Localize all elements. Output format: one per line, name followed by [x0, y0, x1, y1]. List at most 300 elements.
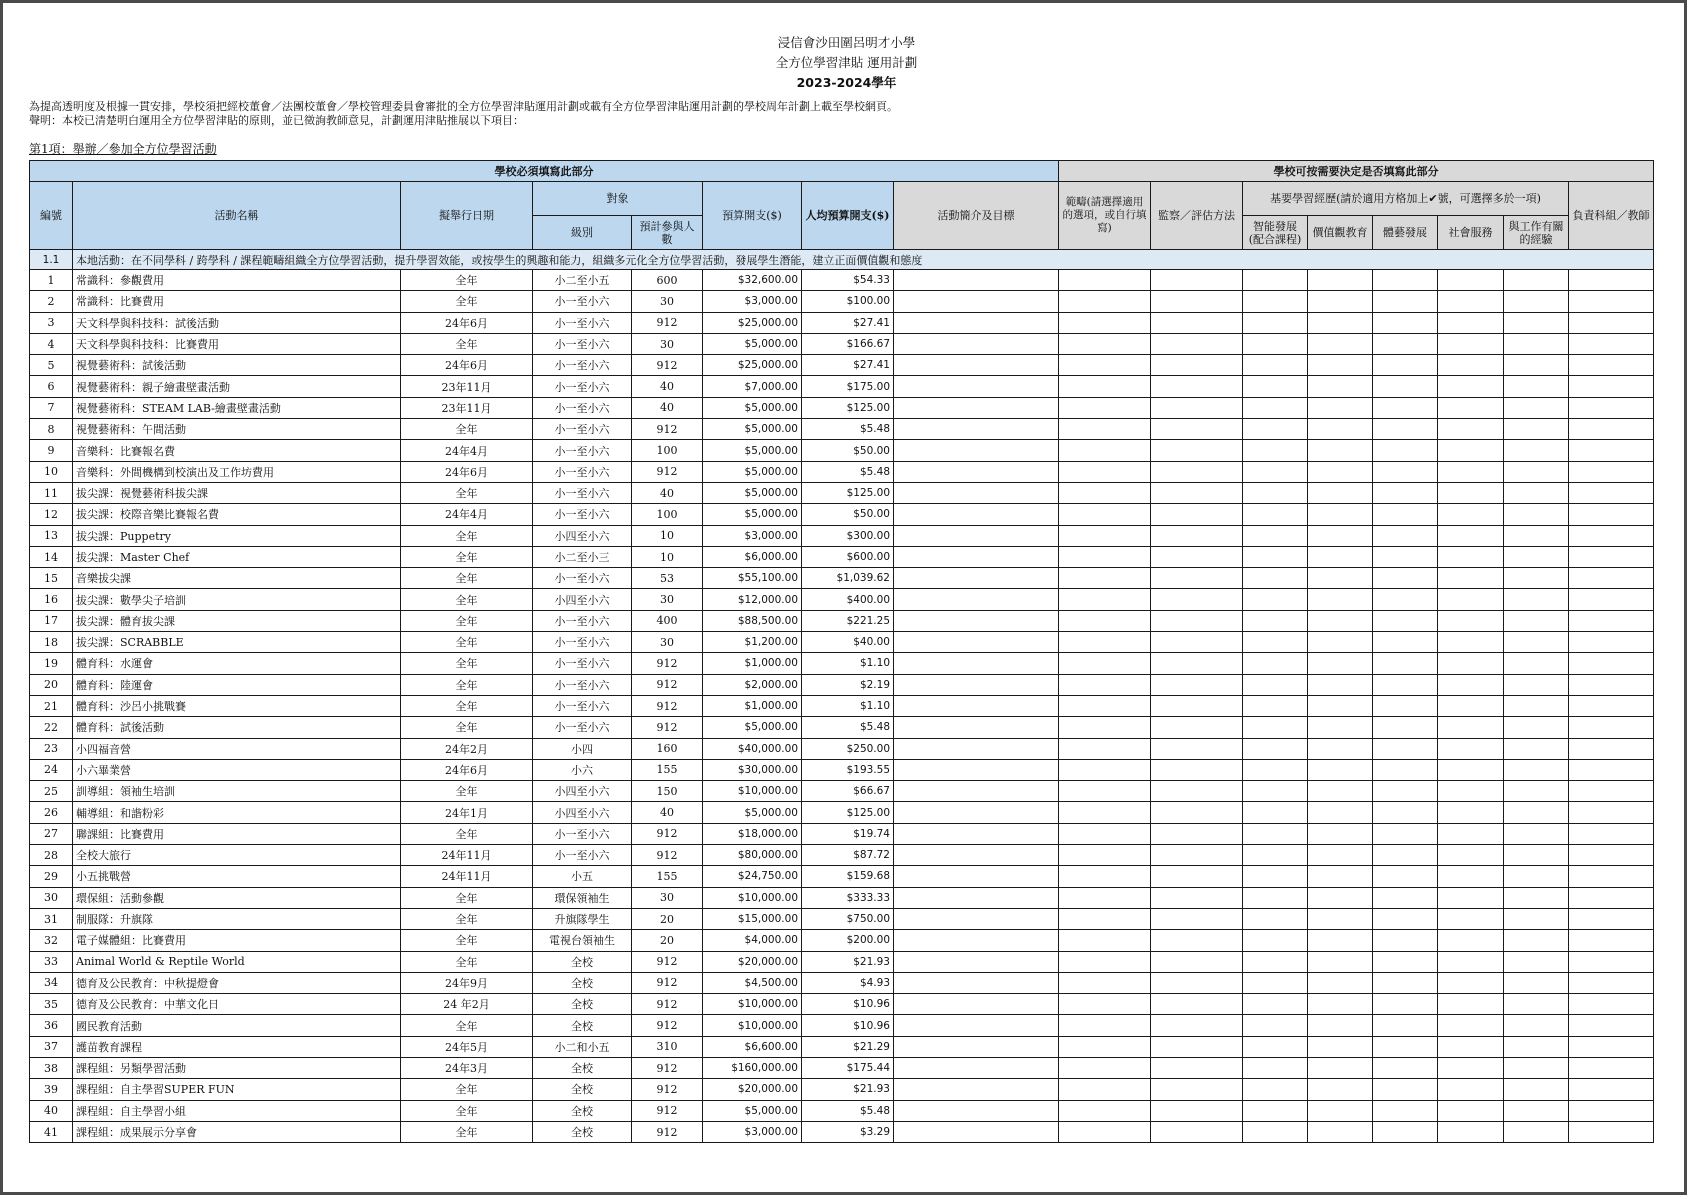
participant-count: 912 — [632, 717, 703, 738]
teacher-cell — [1569, 994, 1654, 1015]
exp-aesthetic-cell — [1373, 482, 1438, 503]
participant-count: 912 — [632, 674, 703, 695]
exp-community-cell — [1438, 568, 1504, 589]
exp-community-cell — [1438, 802, 1504, 823]
table-row — [30, 930, 1654, 951]
intro-cell — [894, 1057, 1059, 1078]
exp-intellectual-cell — [1243, 482, 1308, 503]
target-level: 小一至小六 — [533, 653, 632, 674]
row-no: 36 — [30, 1015, 73, 1036]
table-row — [30, 440, 1654, 461]
exp-intellectual-cell — [1243, 1036, 1308, 1057]
table-row — [30, 546, 1654, 567]
exp-aesthetic-cell — [1373, 738, 1438, 759]
intro-cell — [894, 823, 1059, 844]
teacher-cell — [1569, 397, 1654, 418]
exp-career-cell — [1504, 1015, 1569, 1036]
exp-community-cell — [1438, 632, 1504, 653]
evaluation-cell — [1151, 312, 1243, 333]
teacher-cell — [1569, 887, 1654, 908]
exp-values-cell — [1308, 546, 1373, 567]
evaluation-cell — [1151, 525, 1243, 546]
domain-cell — [1059, 1121, 1151, 1142]
exp-aesthetic-cell — [1373, 845, 1438, 866]
exp-community-cell — [1438, 1079, 1504, 1100]
exp-career-cell — [1504, 866, 1569, 887]
per-head-amount: $54.33 — [802, 270, 894, 291]
exp-community-cell — [1438, 482, 1504, 503]
activity-date: 全年 — [401, 717, 533, 738]
table-row — [30, 759, 1654, 780]
exp-values-cell — [1308, 333, 1373, 354]
exp-community-cell — [1438, 461, 1504, 482]
per-head-amount: $5.48 — [802, 461, 894, 482]
domain-cell — [1059, 1100, 1151, 1121]
activity-name: 小六畢業營 — [73, 759, 401, 780]
participant-count: 10 — [632, 525, 703, 546]
intro-cell — [894, 355, 1059, 376]
exp-aesthetic-cell — [1373, 674, 1438, 695]
header-date: 擬舉行日期 — [401, 182, 533, 250]
row-no: 28 — [30, 845, 73, 866]
domain-cell — [1059, 632, 1151, 653]
exp-intellectual-cell — [1243, 759, 1308, 780]
teacher-cell — [1569, 333, 1654, 354]
target-level: 小一至小六 — [533, 610, 632, 631]
domain-cell — [1059, 1079, 1151, 1100]
target-level: 全校 — [533, 1057, 632, 1078]
header-exp-community: 社會服務 — [1438, 216, 1504, 250]
activity-name: 常識科：比賽費用 — [73, 291, 401, 312]
exp-values-cell — [1308, 482, 1373, 503]
exp-values-cell — [1308, 759, 1373, 780]
budget-amount: $30,000.00 — [703, 759, 802, 780]
table-row — [30, 908, 1654, 929]
budget-amount: $20,000.00 — [703, 1079, 802, 1100]
activity-name: 體育科：水運會 — [73, 653, 401, 674]
budget-amount: $20,000.00 — [703, 951, 802, 972]
exp-community-cell — [1438, 525, 1504, 546]
row-no: 38 — [30, 1057, 73, 1078]
target-level: 小一至小六 — [533, 397, 632, 418]
budget-amount: $5,000.00 — [703, 397, 802, 418]
intro-cell — [894, 440, 1059, 461]
participant-count: 912 — [632, 461, 703, 482]
target-level: 小一至小六 — [533, 461, 632, 482]
evaluation-cell — [1151, 1057, 1243, 1078]
exp-community-cell — [1438, 1036, 1504, 1057]
per-head-amount: $333.33 — [802, 887, 894, 908]
evaluation-cell — [1151, 1121, 1243, 1142]
budget-amount: $5,000.00 — [703, 504, 802, 525]
exp-values-cell — [1308, 802, 1373, 823]
evaluation-cell — [1151, 546, 1243, 567]
per-head-amount: $27.41 — [802, 312, 894, 333]
exp-career-cell — [1504, 695, 1569, 716]
exp-intellectual-cell — [1243, 397, 1308, 418]
evaluation-cell — [1151, 270, 1243, 291]
plan-title: 全方位學習津貼 運用計劃 — [775, 55, 918, 70]
teacher-cell — [1569, 908, 1654, 929]
per-head-amount: $50.00 — [802, 504, 894, 525]
plan-table — [29, 160, 1654, 1143]
table-row — [30, 333, 1654, 354]
row-no: 14 — [30, 546, 73, 567]
activity-date: 24 年2月 — [401, 994, 533, 1015]
budget-amount: $7,000.00 — [703, 376, 802, 397]
exp-intellectual-cell — [1243, 845, 1308, 866]
per-head-amount: $175.44 — [802, 1057, 894, 1078]
participant-count: 30 — [632, 589, 703, 610]
exp-career-cell — [1504, 823, 1569, 844]
participant-count: 155 — [632, 759, 703, 780]
teacher-cell — [1569, 717, 1654, 738]
teacher-cell — [1569, 1015, 1654, 1036]
header-no: 編號 — [30, 182, 73, 250]
target-level: 全校 — [533, 951, 632, 972]
exp-aesthetic-cell — [1373, 397, 1438, 418]
exp-aesthetic-cell — [1373, 440, 1438, 461]
budget-amount: $4,000.00 — [703, 930, 802, 951]
table-row — [30, 376, 1654, 397]
participant-count: 100 — [632, 440, 703, 461]
exp-career-cell — [1504, 717, 1569, 738]
exp-values-cell — [1308, 908, 1373, 929]
table-row — [30, 781, 1654, 802]
row-no: 10 — [30, 461, 73, 482]
activity-name: 課程組：另類學習活動 — [73, 1057, 401, 1078]
target-level: 小一至小六 — [533, 482, 632, 503]
evaluation-cell — [1151, 504, 1243, 525]
evaluation-cell — [1151, 482, 1243, 503]
table-row — [30, 525, 1654, 546]
activity-date: 全年 — [401, 589, 533, 610]
header-budget: 預算開支($) — [703, 182, 802, 250]
exp-career-cell — [1504, 781, 1569, 802]
row-no: 5 — [30, 355, 73, 376]
budget-amount: $12,000.00 — [703, 589, 802, 610]
exp-career-cell — [1504, 1036, 1569, 1057]
activity-date: 24年11月 — [401, 845, 533, 866]
exp-values-cell — [1308, 1100, 1373, 1121]
row-no: 24 — [30, 759, 73, 780]
header-per-head: 人均預算開支($) — [802, 182, 894, 250]
teacher-cell — [1569, 866, 1654, 887]
budget-amount: $15,000.00 — [703, 908, 802, 929]
table-row — [30, 887, 1654, 908]
intro-cell — [894, 845, 1059, 866]
domain-cell — [1059, 781, 1151, 802]
domain-cell — [1059, 482, 1151, 503]
target-level: 小四至小六 — [533, 525, 632, 546]
exp-community-cell — [1438, 1057, 1504, 1078]
participant-count: 40 — [632, 397, 703, 418]
exp-community-cell — [1438, 887, 1504, 908]
exp-career-cell — [1504, 845, 1569, 866]
exp-values-cell — [1308, 632, 1373, 653]
target-level: 小一至小六 — [533, 568, 632, 589]
table-row — [30, 1036, 1654, 1057]
activity-date: 24年6月 — [401, 759, 533, 780]
budget-amount: $2,000.00 — [703, 674, 802, 695]
activity-date: 全年 — [401, 1121, 533, 1142]
exp-career-cell — [1504, 376, 1569, 397]
per-head-amount: $250.00 — [802, 738, 894, 759]
exp-community-cell — [1438, 419, 1504, 440]
exp-community-cell — [1438, 866, 1504, 887]
budget-amount: $10,000.00 — [703, 994, 802, 1015]
exp-career-cell — [1504, 270, 1569, 291]
header-experience: 基要學習經歷(請於適用方格加上✔號，可選擇多於一項) — [1243, 182, 1569, 216]
domain-cell — [1059, 504, 1151, 525]
activity-name: 德育及公民教育：中華文化日 — [73, 994, 401, 1015]
teacher-cell — [1569, 419, 1654, 440]
exp-community-cell — [1438, 376, 1504, 397]
target-level: 小四至小六 — [533, 781, 632, 802]
teacher-cell — [1569, 759, 1654, 780]
exp-career-cell — [1504, 887, 1569, 908]
exp-aesthetic-cell — [1373, 546, 1438, 567]
participant-count: 30 — [632, 887, 703, 908]
intro-cell — [894, 930, 1059, 951]
intro-cell — [894, 695, 1059, 716]
exp-community-cell — [1438, 270, 1504, 291]
category-row — [30, 250, 1654, 270]
exp-community-cell — [1438, 504, 1504, 525]
activity-name: 拔尖課：體育拔尖課 — [73, 610, 401, 631]
exp-intellectual-cell — [1243, 866, 1308, 887]
row-no: 30 — [30, 887, 73, 908]
row-no: 20 — [30, 674, 73, 695]
per-head-amount: $3.29 — [802, 1121, 894, 1142]
activity-date: 全年 — [401, 610, 533, 631]
activity-date: 全年 — [401, 887, 533, 908]
participant-count: 100 — [632, 504, 703, 525]
exp-career-cell — [1504, 802, 1569, 823]
activity-name: 常識科：參觀費用 — [73, 270, 401, 291]
participant-count: 40 — [632, 482, 703, 503]
target-level: 小二和小五 — [533, 1036, 632, 1057]
evaluation-cell — [1151, 419, 1243, 440]
header-level: 級別 — [533, 216, 632, 250]
participant-count: 912 — [632, 312, 703, 333]
budget-amount: $1,000.00 — [703, 653, 802, 674]
exp-values-cell — [1308, 589, 1373, 610]
activity-name: 拔尖課：校際音樂比賽報名費 — [73, 504, 401, 525]
table-row — [30, 845, 1654, 866]
exp-intellectual-cell — [1243, 930, 1308, 951]
evaluation-cell — [1151, 908, 1243, 929]
activity-name: 拔尖課：視覺藝術科拔尖課 — [73, 482, 401, 503]
per-head-amount: $221.25 — [802, 610, 894, 631]
exp-aesthetic-cell — [1373, 419, 1438, 440]
row-no: 18 — [30, 632, 73, 653]
target-level: 小一至小六 — [533, 291, 632, 312]
intro-cell — [894, 887, 1059, 908]
exp-community-cell — [1438, 653, 1504, 674]
exp-community-cell — [1438, 610, 1504, 631]
row-no: 8 — [30, 419, 73, 440]
evaluation-cell — [1151, 972, 1243, 993]
exp-aesthetic-cell — [1373, 887, 1438, 908]
activity-date: 全年 — [401, 781, 533, 802]
activity-name: 視覺藝術科：親子繪畫壁畫活動 — [73, 376, 401, 397]
exp-aesthetic-cell — [1373, 717, 1438, 738]
domain-cell — [1059, 589, 1151, 610]
evaluation-cell — [1151, 781, 1243, 802]
table-row — [30, 632, 1654, 653]
exp-career-cell — [1504, 759, 1569, 780]
exp-intellectual-cell — [1243, 525, 1308, 546]
exp-aesthetic-cell — [1373, 568, 1438, 589]
budget-amount: $3,000.00 — [703, 1121, 802, 1142]
exp-community-cell — [1438, 951, 1504, 972]
table-row — [30, 504, 1654, 525]
intro-cell — [894, 781, 1059, 802]
exp-aesthetic-cell — [1373, 1015, 1438, 1036]
target-level: 電視台領袖生 — [533, 930, 632, 951]
exp-career-cell — [1504, 419, 1569, 440]
target-level: 全校 — [533, 1015, 632, 1036]
intro-cell — [894, 589, 1059, 610]
activity-date: 23年11月 — [401, 397, 533, 418]
intro-cell — [894, 1015, 1059, 1036]
participant-count: 20 — [632, 930, 703, 951]
exp-intellectual-cell — [1243, 546, 1308, 567]
per-head-amount: $100.00 — [802, 291, 894, 312]
exp-community-cell — [1438, 781, 1504, 802]
table-row — [30, 738, 1654, 759]
target-level: 小五 — [533, 866, 632, 887]
participant-count: 912 — [632, 845, 703, 866]
row-no: 35 — [30, 994, 73, 1015]
evaluation-cell — [1151, 1036, 1243, 1057]
exp-career-cell — [1504, 994, 1569, 1015]
header-evaluation: 監察／評估方法 — [1151, 182, 1243, 250]
teacher-cell — [1569, 270, 1654, 291]
exp-aesthetic-cell — [1373, 653, 1438, 674]
exp-values-cell — [1308, 397, 1373, 418]
teacher-cell — [1569, 1079, 1654, 1100]
declaration-note: 聲明：本校已清楚明白運用全方位學習津貼的原則，並已徵詢教師意見，計劃運用津貼推展以下項目： — [29, 114, 524, 127]
teacher-cell — [1569, 1036, 1654, 1057]
activity-name: 體育科：沙呂小挑戰賽 — [73, 695, 401, 716]
activity-name: 天文科學與科技科：比賽費用 — [73, 333, 401, 354]
exp-values-cell — [1308, 823, 1373, 844]
budget-amount: $5,000.00 — [703, 1100, 802, 1121]
table-row — [30, 823, 1654, 844]
plan-body — [30, 250, 1654, 1143]
participant-count: 912 — [632, 1057, 703, 1078]
school-name: 浸信會沙田圍呂明才小學 — [777, 35, 916, 50]
exp-intellectual-cell — [1243, 695, 1308, 716]
header-exp-career: 與工作有關的經驗 — [1504, 216, 1569, 250]
exp-career-cell — [1504, 568, 1569, 589]
target-level: 小一至小六 — [533, 376, 632, 397]
exp-aesthetic-cell — [1373, 930, 1438, 951]
target-level: 小一至小六 — [533, 333, 632, 354]
domain-cell — [1059, 972, 1151, 993]
exp-intellectual-cell — [1243, 653, 1308, 674]
evaluation-cell — [1151, 823, 1243, 844]
exp-community-cell — [1438, 1121, 1504, 1142]
exp-aesthetic-cell — [1373, 1036, 1438, 1057]
row-no: 32 — [30, 930, 73, 951]
row-no: 41 — [30, 1121, 73, 1142]
teacher-cell — [1569, 546, 1654, 567]
exp-aesthetic-cell — [1373, 823, 1438, 844]
exp-values-cell — [1308, 781, 1373, 802]
activity-date: 全年 — [401, 546, 533, 567]
row-no: 16 — [30, 589, 73, 610]
target-level: 環保領袖生 — [533, 887, 632, 908]
evaluation-cell — [1151, 717, 1243, 738]
participant-count: 912 — [632, 823, 703, 844]
activity-name: 視覺藝術科：試後活動 — [73, 355, 401, 376]
exp-intellectual-cell — [1243, 589, 1308, 610]
exp-intellectual-cell — [1243, 972, 1308, 993]
activity-date: 24年9月 — [401, 972, 533, 993]
domain-cell — [1059, 568, 1151, 589]
target-level: 小二至小三 — [533, 546, 632, 567]
domain-cell — [1059, 270, 1151, 291]
row-no: 19 — [30, 653, 73, 674]
target-level: 小一至小六 — [533, 504, 632, 525]
per-head-amount: $21.93 — [802, 1079, 894, 1100]
exp-intellectual-cell — [1243, 440, 1308, 461]
exp-values-cell — [1308, 504, 1373, 525]
activity-name: 輔導組：和諧粉彩 — [73, 802, 401, 823]
activity-name: 拔尖課：Puppetry — [73, 525, 401, 546]
exp-intellectual-cell — [1243, 333, 1308, 354]
domain-cell — [1059, 674, 1151, 695]
teacher-cell — [1569, 1121, 1654, 1142]
intro-cell — [894, 994, 1059, 1015]
target-level: 小四至小六 — [533, 589, 632, 610]
exp-intellectual-cell — [1243, 674, 1308, 695]
exp-community-cell — [1438, 1015, 1504, 1036]
evaluation-cell — [1151, 397, 1243, 418]
domain-cell — [1059, 610, 1151, 631]
row-no: 17 — [30, 610, 73, 631]
participant-count: 912 — [632, 1121, 703, 1142]
per-head-amount: $125.00 — [802, 482, 894, 503]
band-required: 學校必須填寫此部分 — [30, 161, 1059, 182]
activity-date: 24年5月 — [401, 1036, 533, 1057]
table-row — [30, 610, 1654, 631]
per-head-amount: $2.19 — [802, 674, 894, 695]
participant-count: 912 — [632, 355, 703, 376]
budget-amount: $55,100.00 — [703, 568, 802, 589]
activity-name: 課程組：自主學習小組 — [73, 1100, 401, 1121]
exp-community-cell — [1438, 823, 1504, 844]
exp-intellectual-cell — [1243, 312, 1308, 333]
teacher-cell — [1569, 610, 1654, 631]
activity-date: 24年2月 — [401, 738, 533, 759]
activity-date: 24年6月 — [401, 355, 533, 376]
exp-career-cell — [1504, 1100, 1569, 1121]
activity-name: 拔尖課：數學尖子培訓 — [73, 589, 401, 610]
activity-name: 體育科：陸運會 — [73, 674, 401, 695]
budget-amount: $25,000.00 — [703, 312, 802, 333]
row-no: 23 — [30, 738, 73, 759]
table-row — [30, 972, 1654, 993]
evaluation-cell — [1151, 1079, 1243, 1100]
intro-cell — [894, 397, 1059, 418]
row-no: 40 — [30, 1100, 73, 1121]
table-row — [30, 312, 1654, 333]
activity-name: 國民教育活動 — [73, 1015, 401, 1036]
